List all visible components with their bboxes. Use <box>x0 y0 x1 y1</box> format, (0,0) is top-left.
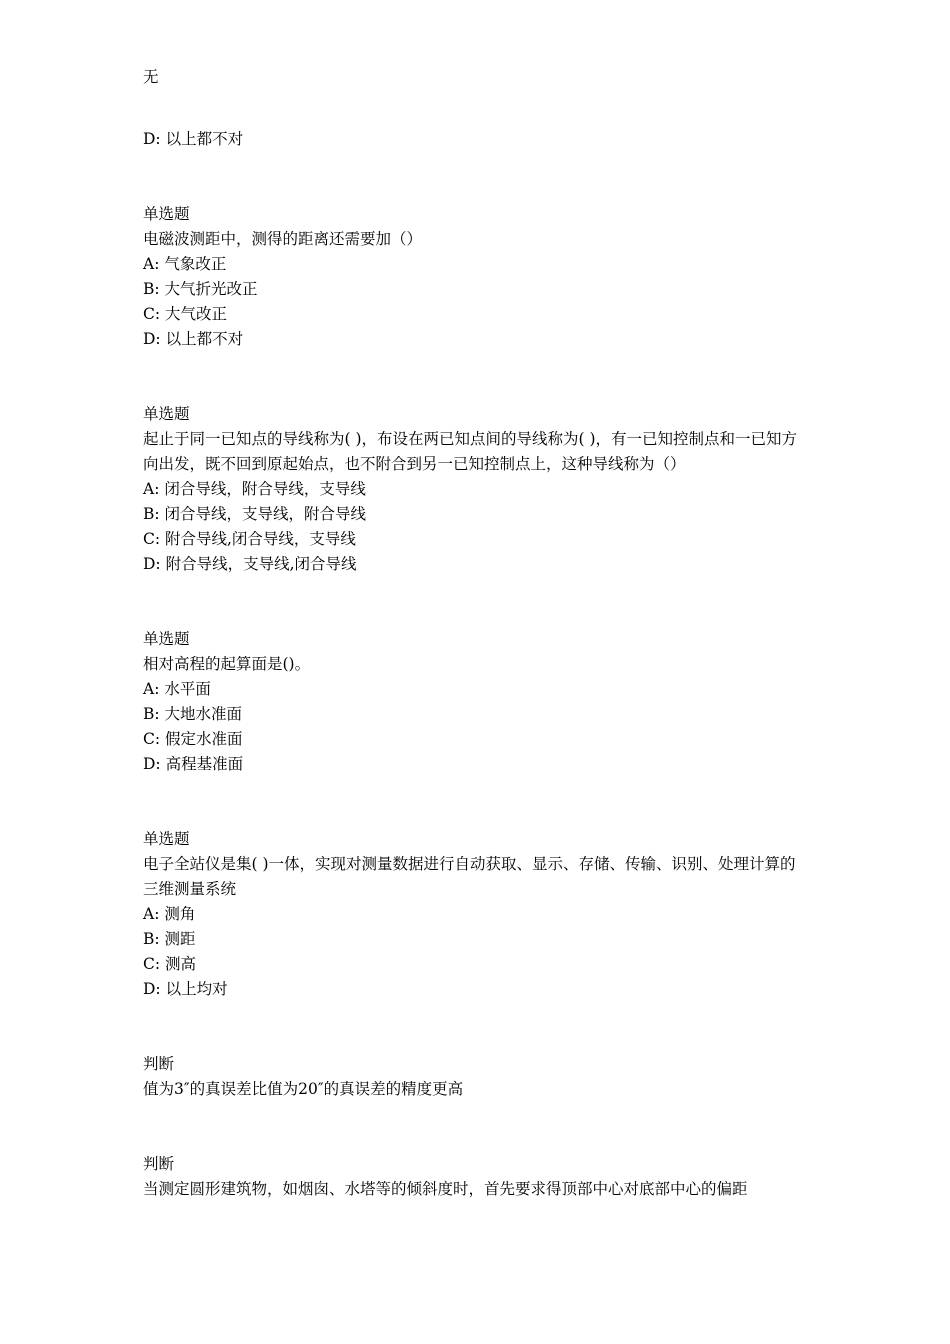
spacer <box>143 1102 813 1152</box>
fragment-text: 无 <box>143 68 159 86</box>
spacer <box>143 1002 813 1052</box>
question-block <box>143 627 813 777</box>
document-page <box>143 65 813 1202</box>
question-block <box>143 1152 813 1202</box>
question-type: 判断 <box>143 1155 175 1173</box>
spacer <box>143 577 813 627</box>
question-type: 单选题 <box>143 205 190 223</box>
question-stem: 当测定圆形建筑物，如烟囱、水塔等的倾斜度时，首先要求得顶部中心对底部中心的偏距 <box>143 1180 748 1198</box>
spacer <box>143 777 813 827</box>
question-type: 单选题 <box>143 405 190 423</box>
question-type: 单选题 <box>143 630 190 648</box>
question-stem: 电子全站仪是集( )一体，实现对测量数据进行自动获取、显示、存储、传输、识别、处理计算的三维测量系统 <box>143 855 796 898</box>
option-b: B: 大地水准面 <box>143 705 243 723</box>
option-c: C: 附合导线,闭合导线，支导线 <box>143 530 356 548</box>
question-block <box>143 827 813 1002</box>
option-b: B: 闭合导线，支导线，附合导线 <box>143 505 367 523</box>
question-stem: 值为3″的真误差比值为20″的真误差的精度更高 <box>143 1080 464 1098</box>
option-d: D: 附合导线，支导线,闭合导线 <box>143 555 357 573</box>
option-c: C: 大气改正 <box>143 305 228 323</box>
option-a: A: 闭合导线，附合导线，支导线 <box>143 480 366 498</box>
question-fragment <box>143 65 813 152</box>
question-block <box>143 402 813 577</box>
option-d: D: 以上都不对 <box>143 330 244 348</box>
question-type: 判断 <box>143 1055 175 1073</box>
option-c: C: 假定水准面 <box>143 730 243 748</box>
option-a: A: 水平面 <box>143 680 211 698</box>
spacer <box>143 90 813 127</box>
spacer <box>143 152 813 202</box>
question-block <box>143 202 813 352</box>
question-stem: 电磁波测距中，测得的距离还需要加（） <box>143 230 423 248</box>
question-stem: 相对高程的起算面是()。 <box>143 655 311 673</box>
option-c: C: 测高 <box>143 955 197 973</box>
spacer <box>143 352 813 402</box>
question-block <box>143 1052 813 1102</box>
option-d: D: 以上均对 <box>143 980 228 998</box>
option-d: D: 以上都不对 <box>143 130 244 148</box>
question-type: 单选题 <box>143 830 190 848</box>
question-stem: 起止于同一已知点的导线称为( )，布设在两已知点间的导线称为( )，有一已知控制点和一已知方向出发，既不回到原起始点，也不附合到另一已知控制点上，这种导线称为（） <box>143 430 798 473</box>
option-b: B: 测距 <box>143 930 196 948</box>
option-b: B: 大气折光改正 <box>143 280 258 298</box>
option-a: A: 测角 <box>143 905 196 923</box>
option-d: D: 高程基准面 <box>143 755 244 773</box>
option-a: A: 气象改正 <box>143 255 227 273</box>
